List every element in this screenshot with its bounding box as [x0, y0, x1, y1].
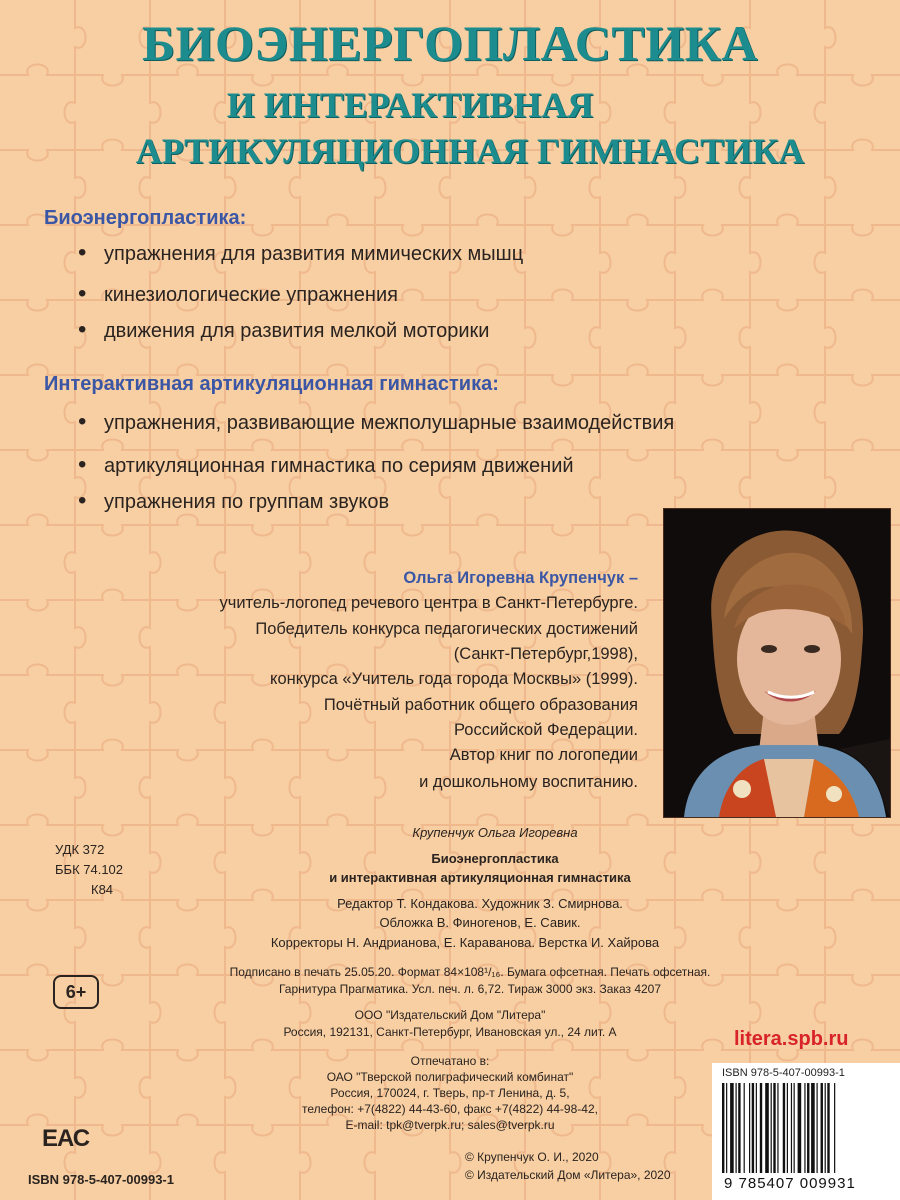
section-heading-gymnastics: Интерактивная артикуляционная гимнастика:: [44, 373, 499, 395]
bio-line: Российской Федерации.: [453, 721, 638, 739]
copyright-publisher: © Издательский Дом «Литера», 2020: [465, 1168, 671, 1182]
eac-mark-icon: ЕАС: [42, 1125, 90, 1152]
title-line-1: БИОЭНЕРГОПЛАСТИКА: [142, 15, 758, 71]
list-item: • упражнения, развивающие межполушарные взаимодействия: [78, 408, 675, 435]
title-line-2: И ИНТЕРАКТИВНАЯ: [226, 85, 594, 125]
section-heading-bioenergoplastika: Биоэнергопластика:: [44, 207, 247, 229]
title-line-3: АРТИКУЛЯЦИОННАЯ ГИМНАСТИКА: [135, 131, 805, 171]
bio-line: конкурса «Учитель года города Москвы» (1999).: [270, 670, 638, 688]
imprint-title-2: и интерактивная артикуляционная гимнастика: [329, 870, 631, 885]
list-item: • кинезиологические упражнения: [78, 280, 398, 307]
list-item: • движения для развития мелкой моторики: [78, 316, 490, 343]
bio-line: Почётный работник общего образования: [323, 696, 638, 714]
imprint-correctors: Корректоры Н. Андрианова, Е. Караванова. Верстка И. Хайрова: [270, 935, 660, 950]
bullet-icon: •: [78, 408, 87, 435]
imprint-title-1: Биоэнергопластика: [431, 851, 559, 866]
age-rating-badge: 6+: [53, 975, 99, 1009]
imprint-printer-3: телефон: +7(4822) 44-43-60, факс +7(4822) 44-98-42,: [302, 1102, 598, 1116]
bullet-icon: •: [78, 316, 87, 343]
imprint-editors: Редактор Т. Кондакова. Художник З. Смирнова.: [337, 896, 623, 911]
imprint-cover: Обложка В. Финогенов, Е. Савик.: [379, 915, 581, 930]
imprint-publisher-1: ООО "Издательский Дом "Литера": [354, 1008, 546, 1022]
barcode-box: [712, 1063, 900, 1200]
list-item: • упражнения по группам звуков: [78, 487, 390, 514]
bullet-icon: •: [78, 451, 87, 478]
bio-line: учитель-логопед речевого центра в Санкт-Петербурге.: [219, 594, 638, 612]
author-name: Ольга Игоревна Крупенчук –: [403, 569, 638, 587]
author-photo: [663, 508, 891, 818]
author-sign-code: К84: [91, 882, 114, 897]
copyright-author: © Крупенчук О. И., 2020: [465, 1150, 599, 1164]
bullet-icon: •: [78, 280, 87, 307]
bbk-code: ББК 74.102: [55, 862, 124, 877]
list-item: • упражнения для развития мимических мышц: [78, 239, 524, 266]
imprint-print-1: Подписано в печать 25.05.20. Формат 84×108¹/₁₆. Бумага офсетная. Печать офсетная.: [229, 965, 711, 979]
imprint-printed-label: Отпечатано в:: [410, 1054, 490, 1068]
bio-line: Автор книг по логопедии: [449, 746, 638, 764]
bio-line: (Санкт-Петербург,1998),: [453, 645, 638, 663]
isbn-top: ISBN 978-5-407-00993-1: [722, 1067, 845, 1079]
bullet-icon: •: [78, 487, 87, 514]
barcode-number: 9 785407 009931: [724, 1175, 856, 1192]
udk-code: УДК 372: [55, 842, 105, 857]
barcode-icon: [720, 1083, 892, 1181]
imprint-printer-1: ОАО "Тверской полиграфический комбинат": [326, 1070, 574, 1084]
imprint-author: Крупенчук Ольга Игоревна: [412, 825, 578, 840]
imprint-printer-2: Россия, 170024, г. Тверь, пр-т Ленина, д. 5,: [330, 1086, 570, 1100]
website-link[interactable]: litera.spb.ru: [734, 1028, 849, 1050]
imprint-publisher-2: Россия, 192131, Санкт-Петербург, Ивановская ул., 24 лит. А: [283, 1025, 617, 1039]
list-item: • артикуляционная гимнастика по сериям движений: [78, 451, 574, 478]
imprint-printer-4: E-mail: tpk@tverpk.ru; sales@tverpk.ru: [345, 1118, 555, 1132]
bio-line: и дошкольному воспитанию.: [419, 773, 638, 791]
bullet-icon: •: [78, 239, 87, 266]
isbn-bottom: ISBN 978-5-407-00993-1: [28, 1172, 174, 1187]
imprint-print-2: Гарнитура Прагматика. Усл. печ. л. 6,72. Тираж 3000 экз. Заказ 4207: [278, 982, 662, 996]
bio-line: Победитель конкурса педагогических достижений: [255, 620, 638, 638]
